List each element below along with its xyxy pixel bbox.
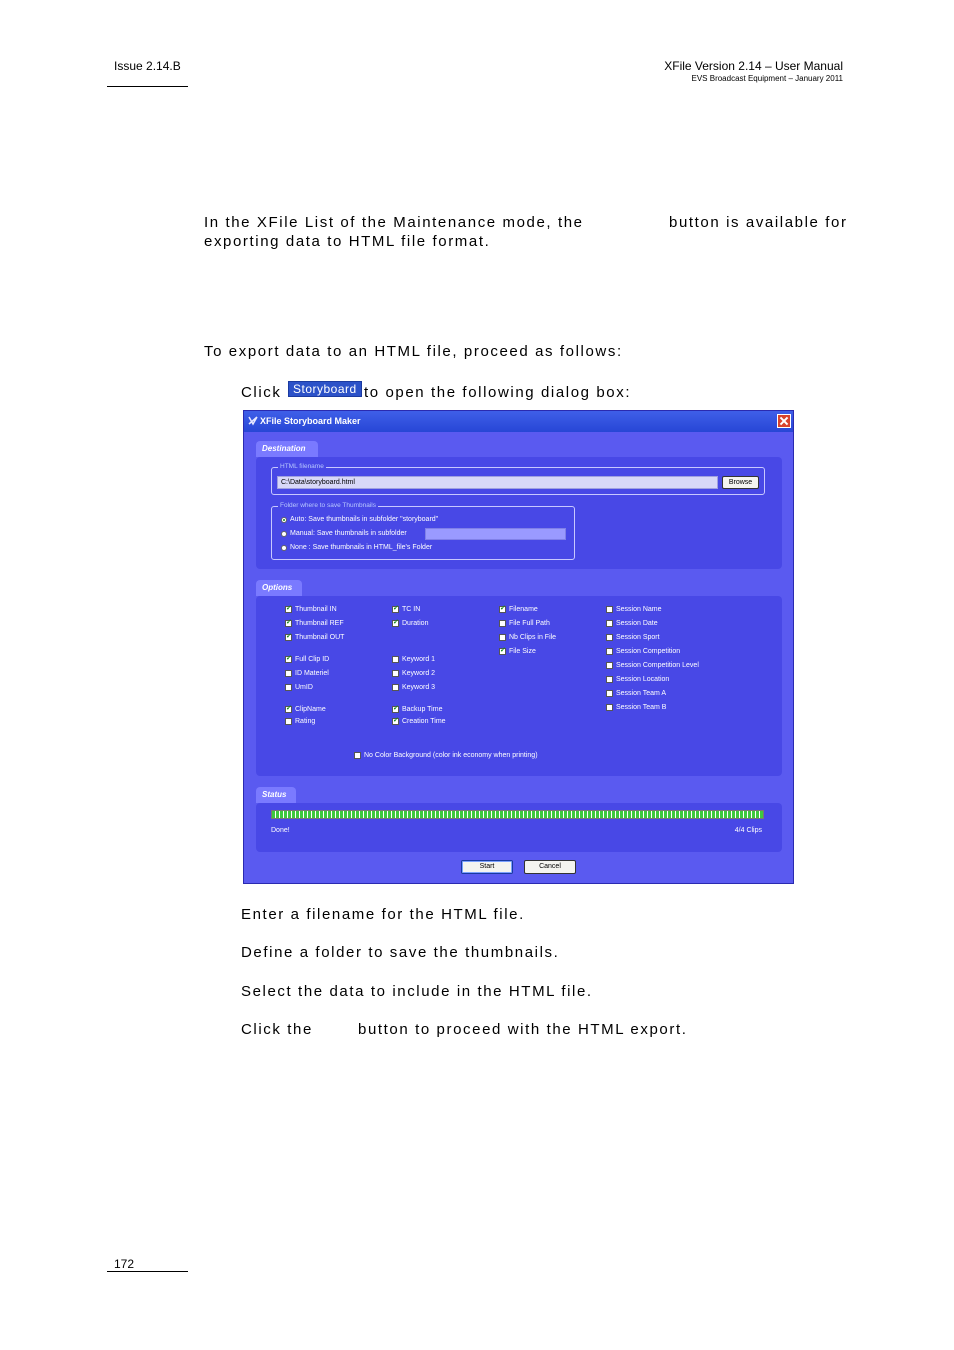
label-session-date: Session Date [616, 620, 658, 627]
label-tc-in: TC IN [402, 606, 421, 613]
label-file-size: File Size [509, 648, 536, 655]
checkbox-session-sport[interactable] [606, 634, 613, 641]
step1-after: to open the following dialog box: [364, 384, 632, 401]
label-keyword2: Keyword 2 [402, 670, 436, 677]
label-nb-clips: Nb Clips in File [509, 634, 557, 641]
checkbox-creation-time[interactable] [392, 718, 399, 725]
checkbox-file-full-path[interactable] [499, 620, 506, 627]
tab-status: Status [256, 787, 296, 803]
start-button[interactable]: Start [461, 860, 513, 874]
checkbox-thumbnail-out[interactable] [285, 634, 292, 641]
label-thumbnail-out: Thumbnail OUT [295, 634, 345, 641]
checkbox-nb-clips[interactable] [499, 634, 506, 641]
radio-manual[interactable] [281, 531, 287, 537]
thumbnail-folder-label: Folder where to save Thumbnails [280, 502, 376, 509]
header-rule [107, 86, 188, 87]
label-session-team-b: Session Team B [616, 704, 667, 711]
status-right-text: 4/4 Clips [734, 827, 762, 834]
label-session-competition-level: Session Competition Level [616, 662, 699, 669]
step4: Select the data to include in the HTML file. [241, 983, 593, 1000]
checkbox-session-competition[interactable] [606, 648, 613, 655]
step5-a: Click the [241, 1021, 313, 1038]
storyboard-button-label: Storyboard [288, 381, 362, 397]
step2: Enter a filename for the HTML file. [241, 906, 525, 923]
label-duration: Duration [402, 620, 429, 627]
step5-b: button to proceed with the HTML export. [358, 1021, 688, 1038]
checkbox-session-competition-level[interactable] [606, 662, 613, 669]
export-progress-bar [271, 810, 764, 819]
checkbox-session-team-b[interactable] [606, 704, 613, 711]
label-session-sport: Session Sport [616, 634, 660, 641]
radio-auto-label: Auto: Save thumbnails in subfolder "storyboard" [290, 516, 439, 523]
label-full-clip-id: Full Clip ID [295, 656, 330, 663]
label-session-team-a: Session Team A [616, 690, 667, 697]
tab-destination: Destination [256, 441, 318, 457]
checkbox-keyword1[interactable] [392, 656, 399, 663]
dialog-titlebar [244, 411, 793, 432]
label-keyword3: Keyword 3 [402, 684, 436, 691]
label-creation-time: Creation Time [402, 718, 446, 725]
checkbox-session-team-a[interactable] [606, 690, 613, 697]
checkbox-full-clip-id[interactable] [285, 656, 292, 663]
label-session-competition: Session Competition [616, 648, 681, 655]
label-rating: Rating [295, 718, 316, 725]
manual-subfolder-field[interactable] [425, 528, 566, 540]
checkbox-tc-in[interactable] [392, 606, 399, 613]
checkbox-session-location[interactable] [606, 676, 613, 683]
intro-line1-a: In the XFile List of the Maintenance mode, the [204, 214, 584, 231]
manual-title: XFile Version 2.14 – User Manual [664, 59, 843, 73]
checkbox-session-date[interactable] [606, 620, 613, 627]
checkbox-duration[interactable] [392, 620, 399, 627]
checkbox-keyword2[interactable] [392, 670, 399, 677]
intro-line2: exporting data to HTML file format. [204, 233, 491, 250]
checkbox-session-name[interactable] [606, 606, 613, 613]
step3: Define a folder to save the thumbnails. [241, 944, 560, 961]
radio-none[interactable] [281, 545, 287, 551]
label-session-name: Session Name [616, 606, 662, 613]
status-left-text: Done! [271, 827, 290, 834]
app-icon [248, 415, 258, 426]
storyboard-button[interactable] [288, 380, 362, 398]
issue-label: Issue 2.14.B [114, 59, 181, 73]
radio-auto[interactable] [281, 517, 287, 523]
checkbox-file-size[interactable] [499, 648, 506, 655]
label-file-full-path: File Full Path [509, 620, 550, 627]
page-number: 172 [114, 1257, 135, 1271]
checkbox-no-color-bg[interactable] [354, 752, 361, 759]
checkbox-keyword3[interactable] [392, 684, 399, 691]
intro-line1-b: button is available for [669, 214, 848, 231]
checkbox-thumbnail-ref[interactable] [285, 620, 292, 627]
checkbox-id-material[interactable] [285, 670, 292, 677]
checkbox-backup-time[interactable] [392, 706, 399, 713]
label-backup-time: Backup Time [402, 706, 443, 713]
label-umid: UmID [295, 684, 313, 691]
checkbox-rating[interactable] [285, 718, 292, 725]
html-filename-label: HTML filename [280, 463, 324, 470]
publisher-line: EVS Broadcast Equipment – January 2011 [691, 74, 843, 83]
checkbox-filename[interactable] [499, 606, 506, 613]
label-no-color-bg: No Color Background (color ink economy when printing) [364, 752, 538, 759]
label-clipname: ClipName [295, 706, 326, 713]
checkbox-umid[interactable] [285, 684, 292, 691]
radio-manual-label: Manual: Save thumbnails in subfolder [290, 530, 407, 537]
radio-none-label: None : Save thumbnails in HTML_file's Folder [290, 544, 433, 551]
tab-options: Options [256, 580, 302, 596]
label-session-location: Session Location [616, 676, 670, 683]
close-icon[interactable] [777, 414, 791, 428]
label-id-material: ID Materiel [295, 670, 329, 677]
checkbox-clipname[interactable] [285, 706, 292, 713]
html-filename-field[interactable]: C:\Data\storyboard.html [277, 476, 718, 489]
browse-button[interactable]: Browse [722, 476, 759, 489]
procedure-intro: To export data to an HTML file, proceed as follows: [204, 343, 623, 360]
label-keyword1: Keyword 1 [402, 656, 436, 663]
cancel-button[interactable]: Cancel [524, 860, 576, 874]
progress-fill [272, 811, 763, 818]
step1-before: Click [241, 384, 282, 401]
footer-rule [107, 1271, 188, 1272]
checkbox-thumbnail-in[interactable] [285, 606, 292, 613]
label-thumbnail-ref: Thumbnail REF [295, 620, 344, 627]
label-thumbnail-in: Thumbnail IN [295, 606, 337, 613]
label-filename: Filename [509, 606, 538, 613]
dialog-title: XFile Storyboard Maker [260, 416, 361, 426]
